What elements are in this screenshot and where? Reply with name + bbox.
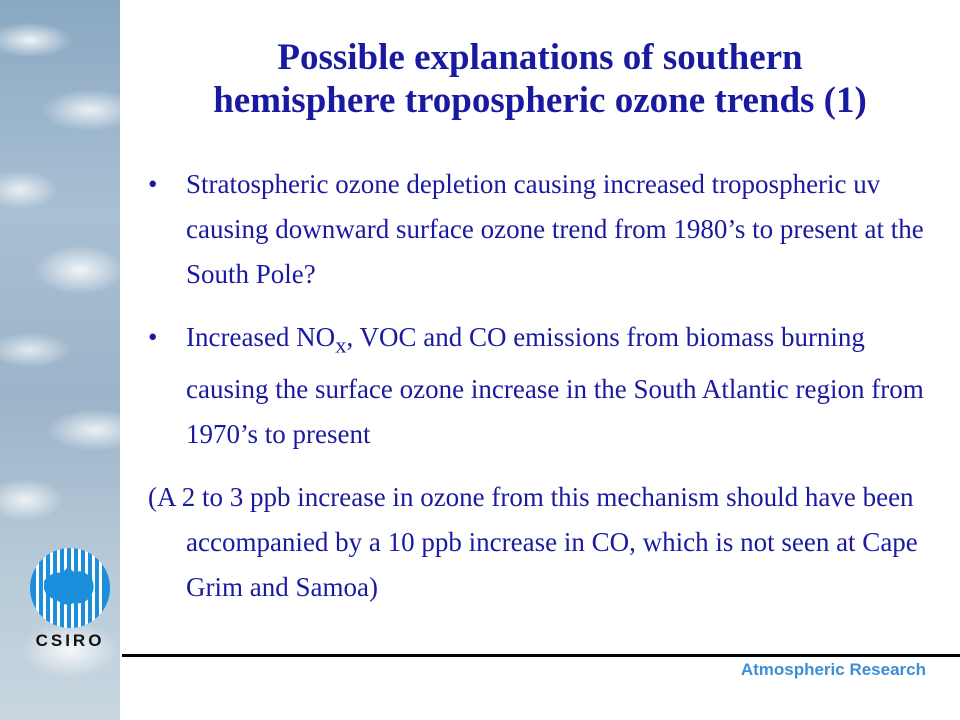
sky-sidebar	[0, 0, 120, 720]
note-paragraph: (A 2 to 3 ppb increase in ozone from this mechanism should have been accompanied by a 10 ppb increase in CO, which is not seen at Cape Grim and Samoa)	[148, 482, 918, 603]
logo-text: CSIRO	[35, 631, 105, 650]
bullet-text-end: , VOC and CO emissions from biomass burning causing the surface ozone increase in the South Atlantic region from 1970’s to present	[186, 322, 924, 450]
subscript-x: x	[335, 332, 347, 358]
title-line-2: hemisphere tropospheric ozone trends (1)	[213, 80, 867, 121]
csiro-logo	[22, 545, 118, 655]
slide-title	[130, 36, 950, 122]
footer-divider	[122, 654, 960, 657]
bullet-marker: •	[148, 322, 158, 352]
bullet-text-start: Increased NO	[186, 322, 336, 352]
csiro-logo-icon	[22, 545, 118, 631]
bullet-item	[148, 315, 938, 457]
footer-label: Atmospheric Research	[740, 660, 926, 679]
bullet-text: Stratospheric ozone depletion causing increased tropospheric uv causing downward surface ozone trend from 1980’s to present at the South Pole?	[186, 169, 924, 289]
bullet-item	[148, 162, 938, 297]
slide-body	[148, 162, 938, 610]
title-line-1: Possible explanations of southern	[277, 37, 803, 78]
bullet-marker: •	[148, 169, 158, 199]
